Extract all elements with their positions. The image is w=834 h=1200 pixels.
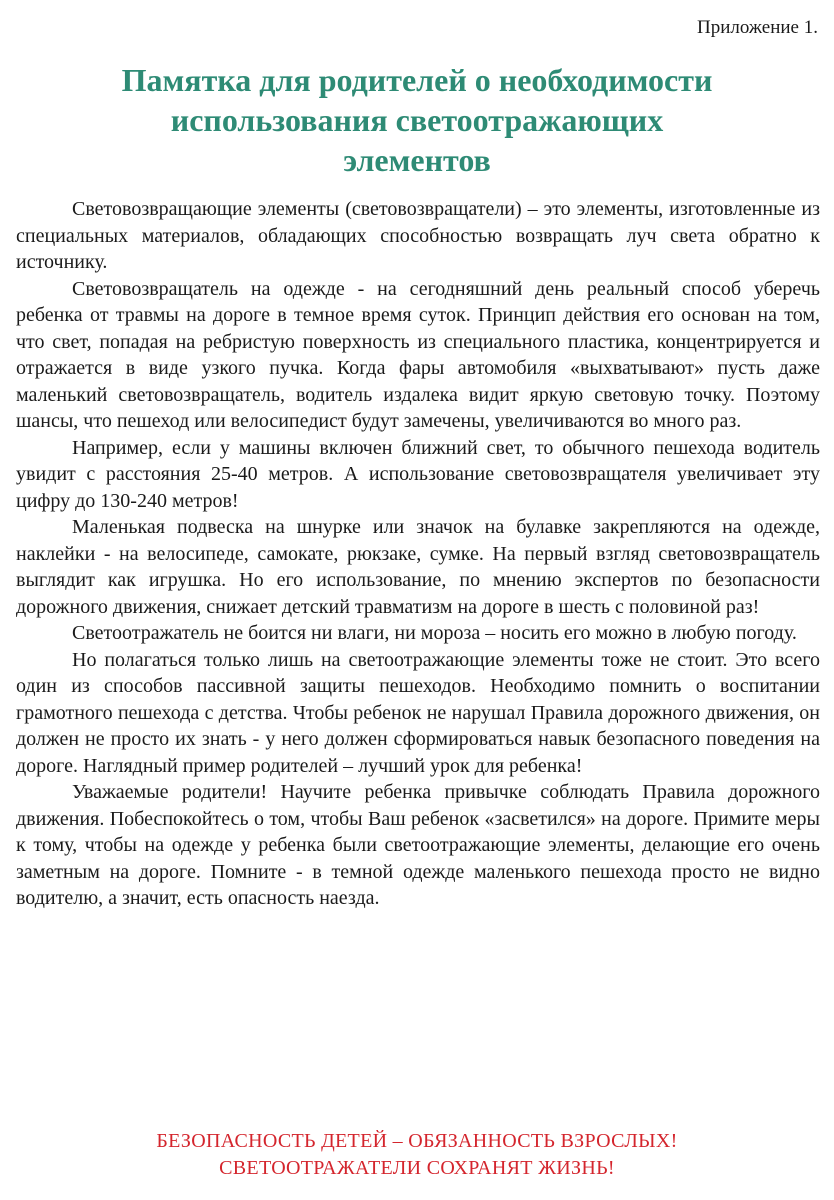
paragraph: Световозвращающие элементы (световозвращатели) – это элементы, изготовленные из специальных материалов, обладающих способностью возвращать луч света обратно к источнику. (16, 198, 820, 273)
paragraph: Уважаемые родители! Научите ребенка привычке соблюдать Правила дорожного движения. Побеспокойтесь о том, чтобы Ваш ребенок «засветился» на дороге. Примите меры к тому, чтобы на одежде у ребенка были светоотражающие элементы, делающие его очень заметным на дороге. Помните - в темной одежде маленького пешехода просто не видно водителю, а значит, есть опасность наезда. (16, 781, 820, 909)
slogan-line: СВЕТООТРАЖАТЕЛИ СОХРАНЯТ ЖИЗНЬ! (219, 1157, 615, 1179)
paragraph: Например, если у машины включен ближний свет, то обычного пешехода водитель увидит с расстояния 25-40 метров. А использование световозвращателя увеличивает эту цифру до 130-240 метров! (16, 436, 820, 512)
title-line: элементов (343, 142, 491, 178)
appendix-label: Приложение 1. (697, 17, 818, 38)
paragraph: Маленькая подвеска на шнурке или значок на булавке закрепляются на одежде, наклейки - на велосипеде, самокате, рюкзаке, сумке. На первый взгляд световозвращатель выглядит как игрушка. Но его использование, по мнению экспертов по безопасности дорожного движения, снижает детский травматизм на дороге в шесть с половиной раз! (16, 516, 820, 618)
footer-slogan (0, 1128, 834, 1182)
title-line: Памятка для родителей о необходимости (121, 62, 713, 98)
paragraph: Светоотражатель не боится ни влаги, ни мороза – носить его можно в любую погоду. (72, 622, 797, 644)
body-text (16, 196, 820, 912)
page-title (30, 60, 804, 180)
paragraph: Световозвращатель на одежде - на сегодняшний день реальный способ уберечь ребенка от травмы на дороге в темное время суток. Принцип действия его основан на том, что свет, попадая на ребристую поверхность из специального пластика, концентрируется и отражается в виде узкого пучка. Когда фары автомобиля «выхватывают» пусть даже маленький световозвращатель, водитель издалека видит яркую световую точку. Поэтому шансы, что пешеход или велосипедист будут замечены, увеличиваются во много раз. (16, 277, 820, 432)
paragraph: Но полагаться только лишь на светоотражающие элементы тоже не стоит. Это всего один из способов пассивной защиты пешеходов. Необходимо помнить о воспитании грамотного пешехода с детства. Чтобы ребенок не нарушал Правила дорожного движения, он должен не просто их знать - у него должен сформироваться навык безопасного поведения на дороге. Наглядный пример родителей – лучший урок для ребенка! (16, 648, 820, 777)
slogan-line: БЕЗОПАСНОСТЬ ДЕТЕЙ – ОБЯЗАННОСТЬ ВЗРОСЛЫХ! (156, 1130, 678, 1152)
title-line: использования светоотражающих (170, 102, 664, 138)
